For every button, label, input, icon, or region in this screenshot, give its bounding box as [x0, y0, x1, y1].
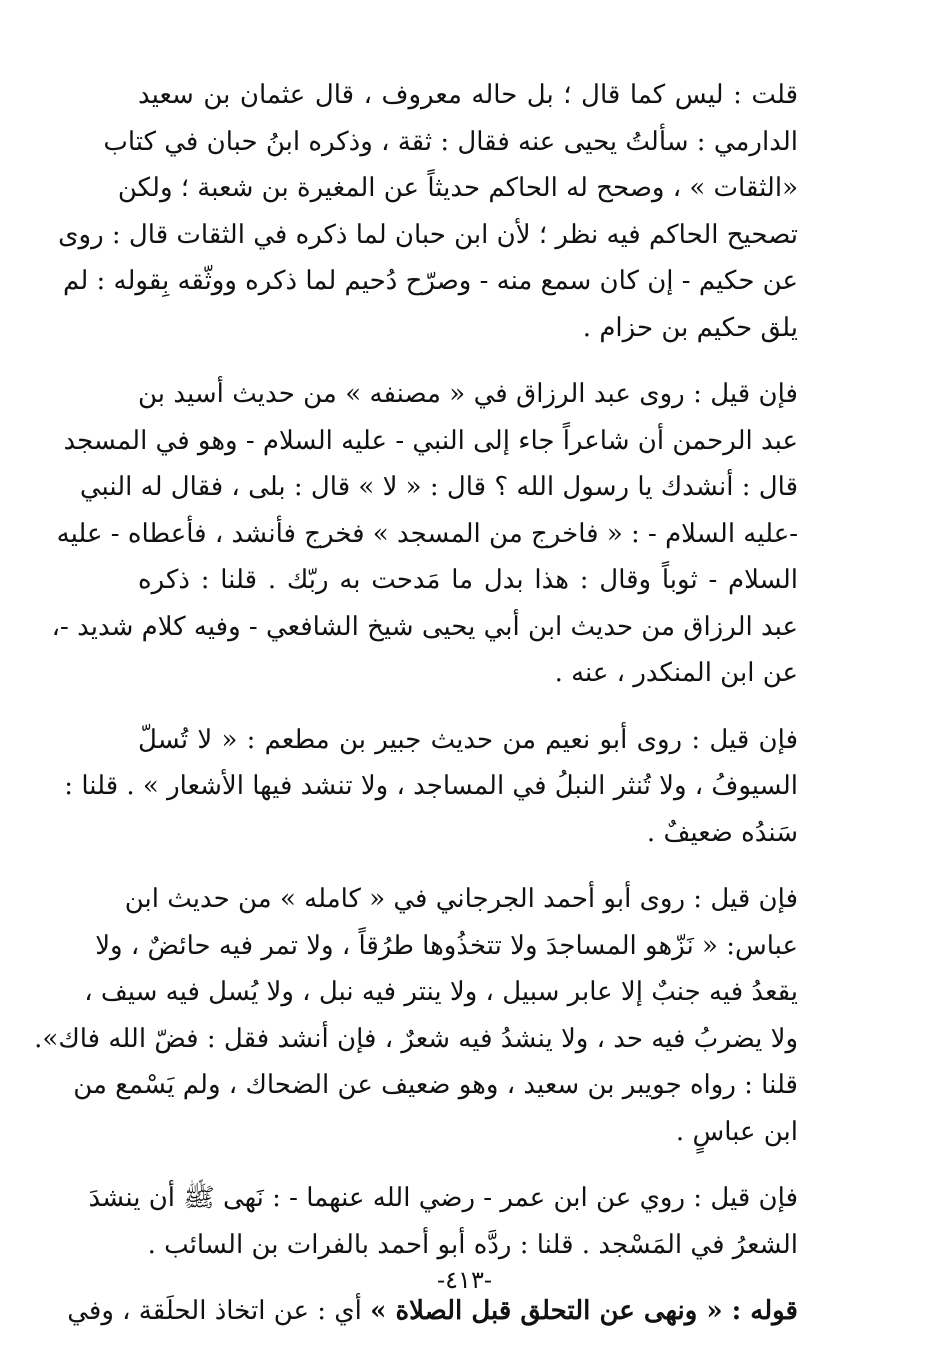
bold-quote-lead: قوله : « ونهى عن التحلق قبل الصلاة » [370, 1296, 798, 1326]
text-line: عبد الرزاق من حديث ابن أبي يحيى شيخ الشافعي - وفيه كلام شديد -، [51, 611, 798, 642]
text-line: عبد الرحمن أن شاعراً جاء إلى النبي - عليه السلام - وهو في المسجد [63, 425, 798, 456]
text-line [67, 1288, 828, 1335]
paragraph-2 [51, 371, 828, 697]
paragraph-1 [58, 72, 828, 351]
text-line: عن حكيم - إن كان سمع منه - وصرّح دُحيم لما ذكره ووثّقه بِقوله : لم [63, 266, 798, 296]
paragraph-5 [88, 1175, 828, 1268]
text-line: سَندُه ضعيفٌ . [646, 817, 798, 848]
paragraph-4 [34, 876, 828, 1155]
page-body [34, 72, 828, 1355]
paragraph-6 [67, 1288, 828, 1335]
paragraph-3 [64, 717, 828, 857]
text-line: قلنا : رواه جويبر بن سعيد ، وهو ضعيف عن الضحاك ، ولم يَسْمع من [73, 1070, 798, 1100]
text-line: فإن قيل : روى أبو أحمد الجرجاني في « كامله » من حديث ابن [124, 884, 798, 914]
text-line: عن ابن المنكدر ، عنه . [554, 658, 798, 688]
text-line: السيوفُ ، ولا تُنثر النبلُ في المساجد ، ولا تنشد فيها الأشعار » . قلنا : [64, 771, 798, 801]
text-line-rest: أي : عن اتخاذ الحلَقة ، وفي [67, 1296, 371, 1326]
text-line: السلام - ثوباً وقال : هذا بدل ما مَدحت به ربّك . قلنا : ذكره [138, 565, 798, 595]
text-line: ولا يضربُ فيه حد ، ولا ينشدُ فيه شعرٌ ، فإن أنشد فقل : فضّ الله فاك». [34, 1023, 798, 1054]
text-line: الشعرُ في المَسْجد . قلنا : ردَّه أبو أحمد بالفرات بن السائب . [147, 1229, 798, 1260]
text-line: قال : أنشدك يا رسول الله ؟ قال : « لا » قال : بلى ، فقال له النبي [79, 472, 798, 502]
text-line: فإن قيل : روى عبد الرزاق في « مصنفه » من حديث أسيد بن [138, 379, 798, 409]
text-line: فإن قيل : روى أبو نعيم من حديث جبير بن مطعم : « لا تُسلّ [138, 724, 798, 755]
page-number: -٤١٣- [437, 1266, 492, 1294]
text-line: فإن قيل : روي عن ابن عمر - رضي الله عنهما - : نَهى ﷺ أن ينشدَ [88, 1183, 798, 1213]
text-line: يلق حكيم بن حزام . [582, 312, 798, 343]
text-line: «الثقات » ، وصحح له الحاكم حديثاً عن المغيرة بن شعبة ؛ ولكن [117, 173, 798, 203]
text-line: يقعدُ فيه جنبٌ إلا عابر سبيل ، ولا ينتر فيه نبل ، ولا يُسل فيه سيف ، [84, 977, 798, 1007]
text-line: تصحيح الحاكم فيه نظر ؛ لأن ابن حبان لما ذكره في الثقات قال : روى [58, 219, 798, 250]
text-line: ابن عباسٍ . [675, 1116, 798, 1147]
text-line: عباس: « نَزّهو المساجدَ ولا تتخذُوها طرُقاً ، ولا تمر فيه حائضٌ ، ولا [95, 930, 798, 961]
text-line: -عليه السلام - : « فاخرج من المسجد » فخرج فأنشد ، فأعطاه - عليه [56, 518, 798, 549]
text-line: الدارمي : سألتُ يحيى عنه فقال : ثقة ، وذكره ابنُ حبان في كتاب [103, 126, 798, 157]
text-line: قلت : ليس كما قال ؛ بل حاله معروف ، قال عثمان بن سعيد [138, 80, 798, 110]
